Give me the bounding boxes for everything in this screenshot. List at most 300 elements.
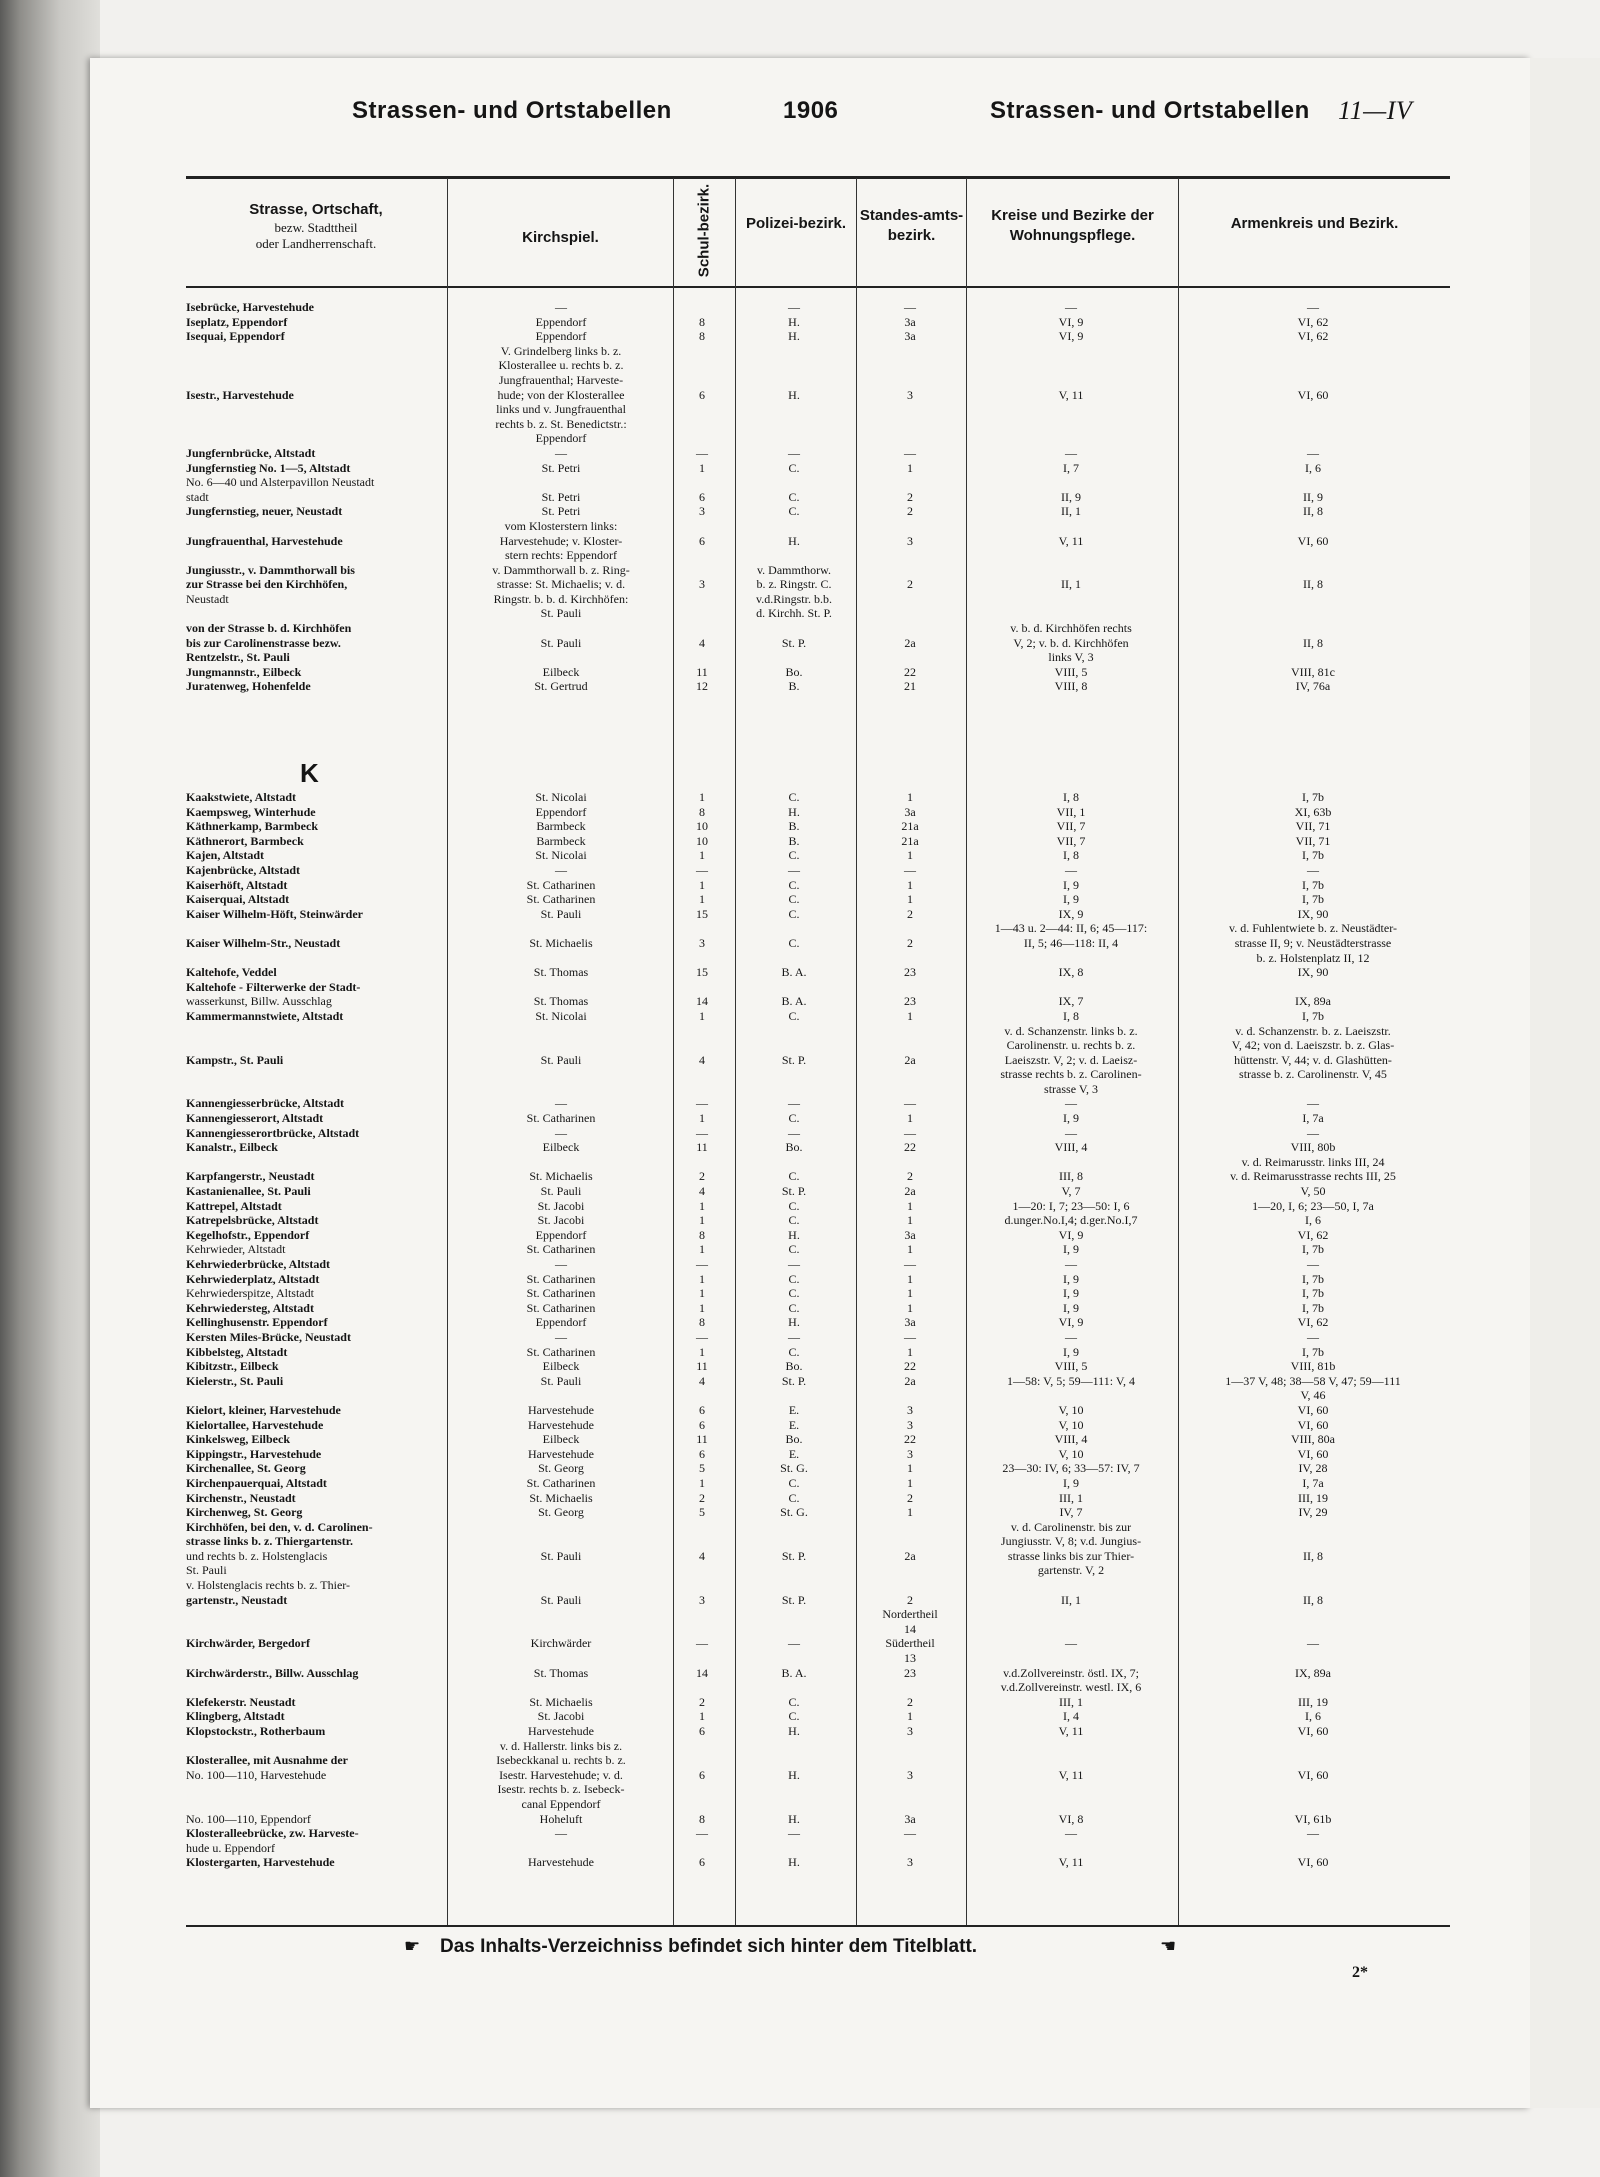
cell-poor: I, 7b — [1302, 892, 1324, 907]
cell-street: Käthnerkamp, Barmbeck — [186, 819, 318, 834]
cell-parish: stern rechts: Eppendorf — [505, 548, 617, 563]
cell-welfare: v. b. d. Kirchhöfen rechts — [1010, 621, 1132, 636]
table-row — [186, 548, 1450, 563]
cell-welfare: V, 11 — [1058, 1855, 1084, 1870]
table-row — [186, 1855, 1450, 1870]
cell-police: H. — [788, 804, 800, 819]
cell-parish: St. Michaelis — [529, 1694, 593, 1709]
cell-parish: Ringstr. b. b. d. Kirchhöfen: — [493, 591, 629, 606]
cell-parish: Harvestehude — [528, 1724, 594, 1738]
cell-parish: St. Jacobi — [537, 1198, 585, 1213]
cell-parish: canal Eppendorf — [521, 1796, 601, 1811]
cell-poor: I, 7b — [1302, 1008, 1324, 1023]
table-row — [186, 980, 1450, 995]
cell-street: Klefekerstr. Neustadt — [186, 1694, 296, 1709]
cell-welfare: — — [1065, 1096, 1077, 1111]
cell-school: — — [696, 1826, 708, 1841]
cell-parish: strasse: St. Michaelis; v. d. — [496, 577, 626, 592]
table-row — [186, 358, 1450, 373]
cell-street: Kegelhofstr., Eppendorf — [186, 1227, 310, 1242]
table-row — [186, 1053, 1450, 1068]
cell-welfare: III, 1 — [1059, 1694, 1083, 1709]
cell-school: 1 — [699, 1111, 705, 1126]
cell-parish: St. Pauli — [540, 606, 582, 621]
cell-police: — — [788, 1636, 800, 1651]
cell-police: B. — [788, 679, 800, 694]
cell-police: C. — [788, 790, 800, 804]
cell-school: 6 — [699, 1767, 705, 1782]
cell-parish: St. Catharinen — [526, 877, 596, 892]
table-body-k — [186, 790, 1450, 1870]
cell-parish: — — [555, 300, 567, 314]
table-row — [186, 621, 1450, 636]
cell-parish: St. Pauli — [540, 1592, 582, 1607]
cell-school: 6 — [699, 1446, 705, 1461]
cell-welfare: VI, 9 — [1058, 1315, 1084, 1330]
cell-poor: V, 46 — [1300, 1388, 1326, 1403]
cell-welfare: VIII, 4 — [1054, 1432, 1088, 1447]
header-poor: Armenkreis und Bezirk. — [1230, 215, 1399, 232]
cell-poor: IV, 76a — [1295, 679, 1331, 694]
cell-parish: — — [555, 1257, 567, 1271]
cell-police: Bo. — [785, 664, 803, 679]
cell-school: 11 — [696, 1432, 708, 1447]
cell-street: Katrepelsbrücke, Altstadt — [186, 1213, 319, 1228]
table-row — [186, 1753, 1450, 1768]
cell-registry: 22 — [904, 664, 916, 679]
cell-registry: — — [904, 1125, 916, 1140]
cell-poor: II, 8 — [1303, 504, 1323, 519]
cell-registry: 2a — [904, 1052, 916, 1067]
cell-school: 1 — [699, 1344, 705, 1359]
cell-police: C. — [788, 848, 800, 863]
table-row — [186, 1345, 1450, 1360]
cell-parish: Eilbeck — [542, 664, 580, 679]
cell-registry: 2 — [907, 1490, 913, 1505]
cell-school: 4 — [699, 1052, 705, 1067]
cell-welfare: I, 9 — [1063, 1286, 1079, 1301]
cell-school: 4 — [699, 1548, 705, 1563]
cell-police: Bo. — [785, 1359, 803, 1374]
cell-street: Iseplatz, Eppendorf — [186, 314, 288, 329]
cell-street: Kannengiesserbrücke, Altstadt — [186, 1096, 345, 1111]
cell-police: C. — [788, 489, 800, 504]
cell-registry: 2a — [904, 1184, 916, 1199]
cell-street: gartenstr., Neustadt — [186, 1592, 288, 1607]
cell-registry: — — [904, 1096, 916, 1111]
cell-school: 8 — [699, 1227, 705, 1242]
cell-welfare: — — [1065, 1826, 1077, 1841]
table-row — [186, 1228, 1450, 1243]
table-row — [186, 1476, 1450, 1491]
cell-street: Kellinghusenstr. Eppendorf — [186, 1315, 328, 1330]
cell-school: 6 — [699, 1417, 705, 1432]
cell-welfare: VIII, 5 — [1054, 1359, 1088, 1374]
cell-welfare: I, 9 — [1063, 892, 1079, 907]
cell-registry: 2a — [904, 1373, 916, 1388]
cell-street: Kammermannstwiete, Altstadt — [186, 1008, 344, 1023]
cell-registry: 1 — [907, 1242, 913, 1257]
table-row — [186, 1330, 1450, 1345]
cell-registry: — — [904, 445, 916, 460]
cell-police: v.d.Ringstr. b.b. — [756, 591, 832, 606]
cell-registry: 21 — [904, 679, 916, 694]
cell-poor: IX, 89a — [1295, 994, 1331, 1009]
cell-parish: Eilbeck — [542, 1432, 580, 1447]
table-row — [186, 1082, 1450, 1097]
cell-school: 8 — [699, 1315, 705, 1330]
table-row — [186, 1432, 1450, 1447]
header-police: Polizei-bezirk. — [745, 215, 847, 232]
cell-registry: 2 — [907, 1694, 913, 1709]
header-welfare: Kreise und Bezirke der Wohnungspflege. — [991, 207, 1154, 244]
cell-school: 6 — [699, 1724, 705, 1738]
table-row — [186, 592, 1450, 607]
cell-parish: St. Pauli — [540, 635, 582, 650]
cell-school: 12 — [696, 679, 708, 694]
table-row — [186, 863, 1450, 878]
table-row — [186, 1184, 1450, 1199]
cell-police: C. — [788, 1490, 800, 1505]
cell-poor: III, 19 — [1298, 1694, 1328, 1709]
cell-poor: IX, 89a — [1295, 1665, 1331, 1680]
table-row — [186, 417, 1450, 432]
cell-police: C. — [788, 460, 800, 475]
cell-street: Juratenweg, Hohenfelde — [186, 679, 311, 694]
cell-registry: 1 — [907, 1505, 913, 1520]
table-row — [186, 790, 1450, 805]
cell-police: C. — [788, 1709, 800, 1724]
cell-welfare: VII, 7 — [1056, 819, 1086, 834]
table-row — [186, 1242, 1450, 1257]
cell-welfare: II, 1 — [1061, 577, 1081, 592]
cell-parish: St. Catharinen — [526, 1286, 596, 1301]
cell-parish: V. Grindelberg links b. z. — [500, 343, 622, 358]
cell-welfare: I, 9 — [1063, 1300, 1079, 1315]
cell-police: C. — [788, 1300, 800, 1315]
cell-street: Kaiserhöft, Altstadt — [186, 877, 288, 892]
cell-street: Kaiser Wilhelm-Str., Neustadt — [186, 935, 341, 950]
table-row — [186, 373, 1450, 388]
cell-parish: v. Dammthorwall b. z. Ring- — [492, 562, 630, 577]
cell-poor: I, 6 — [1305, 460, 1321, 475]
cell-police: St. P. — [781, 1548, 807, 1563]
cell-poor: VI, 61b — [1294, 1811, 1332, 1826]
table-row — [186, 519, 1450, 534]
table-row — [186, 834, 1450, 849]
cell-poor: — — [1307, 1257, 1319, 1271]
cell-parish: — — [555, 1125, 567, 1140]
cell-street: stadt — [186, 489, 209, 504]
book-binding — [0, 0, 100, 2177]
cell-poor: XI, 63b — [1294, 804, 1332, 819]
table-row — [186, 534, 1450, 549]
cell-police: C. — [788, 504, 800, 519]
cell-registry: 2a — [904, 1548, 916, 1563]
cell-registry: — — [904, 300, 916, 314]
cell-registry: 1 — [907, 892, 913, 907]
cell-registry: 1 — [907, 1271, 913, 1286]
cell-poor: VI, 60 — [1297, 1724, 1329, 1738]
page-number: 11—IV — [1338, 96, 1413, 125]
cell-poor: v. d. Fuhlentwiete b. z. Neustädter- — [1229, 921, 1397, 936]
cell-parish: Harvestehude — [528, 1446, 594, 1461]
running-head-right: Strassen- und Ortstabellen — [990, 97, 1310, 124]
table-row — [186, 1622, 1450, 1637]
cell-police: — — [788, 1329, 800, 1344]
cell-school: 3 — [699, 577, 705, 592]
cell-street: Kehrwieder, Altstadt — [186, 1242, 286, 1257]
cell-poor: VI, 60 — [1297, 1855, 1329, 1870]
cell-school: 6 — [699, 1402, 705, 1417]
table-row — [186, 1447, 1450, 1462]
cell-school: 4 — [699, 1373, 705, 1388]
cell-police: C. — [788, 877, 800, 892]
cell-street: Kersten Miles-Brücke, Neustadt — [186, 1329, 351, 1344]
cell-welfare: links V, 3 — [1048, 650, 1094, 665]
table-row — [186, 1286, 1450, 1301]
table-row — [186, 1213, 1450, 1228]
cell-police: C. — [788, 1169, 800, 1184]
cell-registry: 2 — [907, 1592, 913, 1607]
table-row — [186, 504, 1450, 519]
cell-parish: Harvestehude — [528, 1402, 594, 1417]
cell-poor: V, 42; von d. Laeiszstr. b. z. Glas- — [1231, 1038, 1395, 1053]
cell-police: d. Kirchh. St. P. — [756, 606, 832, 621]
cell-welfare: VI, 8 — [1058, 1811, 1084, 1826]
cell-welfare: V, 10 — [1058, 1417, 1084, 1432]
cell-welfare: VIII, 4 — [1054, 1140, 1088, 1155]
cell-parish: St. Catharinen — [526, 1242, 596, 1257]
signature-mark: 2* — [1352, 1964, 1368, 1981]
cell-street: Kinkelsweg, Eilbeck — [186, 1432, 291, 1447]
table-row — [186, 300, 1450, 315]
cell-street: Kirchenpauerquai, Altstadt — [186, 1475, 327, 1490]
table-top-rule — [186, 176, 1450, 179]
cell-registry: 2 — [907, 504, 913, 519]
cell-registry: 1 — [907, 790, 913, 804]
cell-street: Isestr., Harvestehude — [186, 387, 294, 402]
cell-parish: St. Nicolai — [535, 790, 587, 804]
table-row — [186, 1155, 1450, 1170]
cell-registry: 2 — [907, 906, 913, 921]
cell-parish: St. Pauli — [540, 1184, 582, 1199]
cell-poor: — — [1307, 1636, 1319, 1651]
cell-registry: 3a — [904, 314, 916, 329]
table-row — [186, 388, 1450, 403]
cell-street: Kirchenstr., Neustadt — [186, 1490, 296, 1505]
cell-school: 8 — [699, 1811, 705, 1826]
cell-poor: v. d. Reimarusstr. links III, 24 — [1241, 1154, 1385, 1169]
cell-street: Klosteralleebrücke, zw. Harveste- — [186, 1826, 359, 1841]
cell-poor: IX, 90 — [1297, 965, 1329, 980]
cell-parish: Eilbeck — [542, 1359, 580, 1374]
cell-parish: — — [555, 445, 567, 460]
cell-school: — — [696, 445, 708, 460]
cell-police: H. — [788, 533, 800, 548]
cell-street: Kaiser Wilhelm-Höft, Steinwärder — [186, 906, 363, 921]
cell-parish: Harvestehude — [528, 1855, 594, 1870]
cell-school: — — [696, 862, 708, 877]
cell-welfare: II, 1 — [1061, 1592, 1081, 1607]
table-row — [186, 461, 1450, 476]
cell-police: C. — [788, 935, 800, 950]
cell-street: Klingberg, Altstadt — [186, 1709, 285, 1724]
table-row — [186, 1301, 1450, 1316]
table-row — [186, 1826, 1450, 1841]
header-registry: Standes-amts-bezirk. — [859, 207, 964, 244]
cell-street: Kirchwärder, Bergedorf — [186, 1636, 310, 1651]
cell-police: C. — [788, 1344, 800, 1359]
cell-school: — — [696, 1125, 708, 1140]
cell-parish: St. Catharinen — [526, 1344, 596, 1359]
cell-poor: VI, 60 — [1297, 1446, 1329, 1461]
cell-parish: St. Catharinen — [526, 1475, 596, 1490]
cell-poor: VI, 60 — [1297, 1417, 1329, 1432]
cell-welfare: v.d.Zollvereinstr. östl. IX, 7; — [1003, 1665, 1139, 1680]
cell-poor: I, 7b — [1302, 1286, 1324, 1301]
cell-registry: 1 — [907, 1286, 913, 1301]
cell-welfare: I, 9 — [1063, 877, 1079, 892]
table-row — [186, 1140, 1450, 1155]
cell-parish: — — [555, 1329, 567, 1344]
cell-welfare: V, 11 — [1058, 1724, 1084, 1738]
cell-police: C. — [788, 906, 800, 921]
cell-poor: I, 7b — [1302, 848, 1324, 863]
cell-poor: 1—20, I, 6; 23—50, I, 7a — [1252, 1198, 1374, 1213]
cell-welfare: VII, 7 — [1056, 833, 1086, 848]
cell-street: No. 100—110, Harvestehude — [186, 1767, 327, 1782]
cell-parish: links und v. Jungfrauenthal — [496, 402, 626, 417]
cell-school: 6 — [699, 1855, 705, 1870]
cell-school: 6 — [699, 489, 705, 504]
cell-parish: — — [555, 1826, 567, 1841]
cell-welfare: V, 10 — [1058, 1402, 1084, 1417]
cell-welfare: 1—58: V, 5; 59—111: V, 4 — [1007, 1373, 1135, 1388]
table-row — [186, 344, 1450, 359]
cell-street: wasserkunst, Billw. Ausschlag — [186, 994, 332, 1009]
cell-welfare: 1—43 u. 2—44: II, 6; 45—117: — [994, 921, 1148, 936]
cell-street: Kastanienallee, St. Pauli — [186, 1184, 311, 1199]
table-row — [186, 679, 1450, 694]
cell-school: — — [696, 1257, 708, 1271]
cell-police: C. — [788, 1008, 800, 1023]
cell-police: B. A. — [781, 994, 807, 1009]
cell-parish: St. Georg — [538, 1505, 584, 1520]
cell-street: Kehrwiedersteg, Altstadt — [186, 1300, 314, 1315]
cell-registry: 3 — [907, 533, 913, 548]
cell-welfare: — — [1065, 1257, 1077, 1271]
table-row — [186, 892, 1450, 907]
cell-poor: I, 7b — [1302, 790, 1324, 804]
cell-school: 1 — [699, 1008, 705, 1023]
cell-parish: St. Michaelis — [529, 935, 593, 950]
cell-police: H. — [788, 1855, 800, 1870]
table-row — [186, 1067, 1450, 1082]
table-row — [186, 1315, 1450, 1330]
cell-police: St. G. — [780, 1461, 808, 1476]
cell-registry: 23 — [904, 1665, 916, 1680]
cell-welfare: II, 1 — [1061, 504, 1081, 519]
table-row — [186, 1024, 1450, 1039]
table-row — [186, 577, 1450, 592]
cell-school: 11 — [696, 1359, 708, 1374]
table-row — [186, 1491, 1450, 1506]
cell-police: C. — [788, 1271, 800, 1286]
cell-police: H. — [788, 1811, 800, 1826]
cell-registry: 1 — [907, 848, 913, 863]
cell-parish: Barmbeck — [536, 833, 586, 848]
cell-police: — — [788, 1826, 800, 1841]
table-row — [186, 994, 1450, 1009]
table-row — [186, 1096, 1450, 1111]
cell-school: 3 — [699, 935, 705, 950]
table-row — [186, 1388, 1450, 1403]
cell-parish: — — [555, 862, 567, 877]
cell-registry: 3 — [907, 387, 913, 402]
cell-police: b. z. Ringstr. C. — [756, 577, 832, 592]
cell-poor: I, 7a — [1302, 1111, 1324, 1126]
cell-street: Klosterallee, mit Ausnahme der — [186, 1753, 348, 1768]
table-row — [186, 1126, 1450, 1141]
cell-police: — — [788, 1125, 800, 1140]
cell-school: 1 — [699, 1709, 705, 1724]
cell-parish: St. Pauli — [540, 1548, 582, 1563]
cell-police: C. — [788, 1242, 800, 1257]
table-row — [186, 1534, 1450, 1549]
cell-police: H. — [788, 1315, 800, 1330]
table-row — [186, 1520, 1450, 1535]
cell-welfare: strasse rechts b. z. Carolinen- — [1000, 1067, 1142, 1082]
cell-police: St. P. — [781, 1052, 807, 1067]
cell-registry: 22 — [904, 1140, 916, 1155]
table-row — [186, 1418, 1450, 1433]
cell-police: C. — [788, 1694, 800, 1709]
cell-poor: VIII, 80b — [1290, 1140, 1336, 1155]
cell-poor: I, 7b — [1302, 1242, 1324, 1257]
cell-street: Kirchenallee, St. Georg — [186, 1461, 306, 1476]
cell-street: Jungmannstr., Eilbeck — [186, 664, 302, 679]
table-row — [186, 1403, 1450, 1418]
page-edge — [1530, 58, 1600, 2108]
table-row — [186, 1797, 1450, 1812]
cell-street: Kielerstr., St. Pauli — [186, 1373, 284, 1388]
cell-police: H. — [788, 329, 800, 344]
cell-poor: IX, 90 — [1297, 906, 1329, 921]
cell-school: 1 — [699, 1475, 705, 1490]
cell-school: 1 — [699, 1198, 705, 1213]
cell-school: 2 — [699, 1694, 705, 1709]
cell-registry: 2 — [907, 1169, 913, 1184]
cell-street: zur Strasse bei den Kirchhöfen, — [186, 577, 348, 592]
cell-street: Rentzelstr., St. Pauli — [186, 650, 290, 665]
cell-parish: St. Catharinen — [526, 1300, 596, 1315]
cell-poor: b. z. Holstenplatz II, 12 — [1256, 950, 1370, 965]
cell-welfare: I, 8 — [1063, 1008, 1079, 1023]
cell-poor: IV, 29 — [1298, 1505, 1328, 1520]
cell-welfare: I, 9 — [1063, 1242, 1079, 1257]
cell-welfare: V, 11 — [1058, 387, 1084, 402]
cell-welfare: VIII, 8 — [1054, 679, 1088, 694]
cell-police: H. — [788, 1227, 800, 1242]
cell-street: v. Holstenglacis rechts b. z. Thier- — [186, 1578, 351, 1593]
cell-school: 8 — [699, 804, 705, 819]
cell-welfare: 1—20: I, 7; 23—50: I, 6 — [1012, 1198, 1130, 1213]
cell-street: Käthnerort, Barmbeck — [186, 833, 304, 848]
cell-registry: 1 — [907, 1008, 913, 1023]
table-row — [186, 563, 1450, 578]
cell-parish: hude; von der Klosterallee — [497, 387, 625, 402]
